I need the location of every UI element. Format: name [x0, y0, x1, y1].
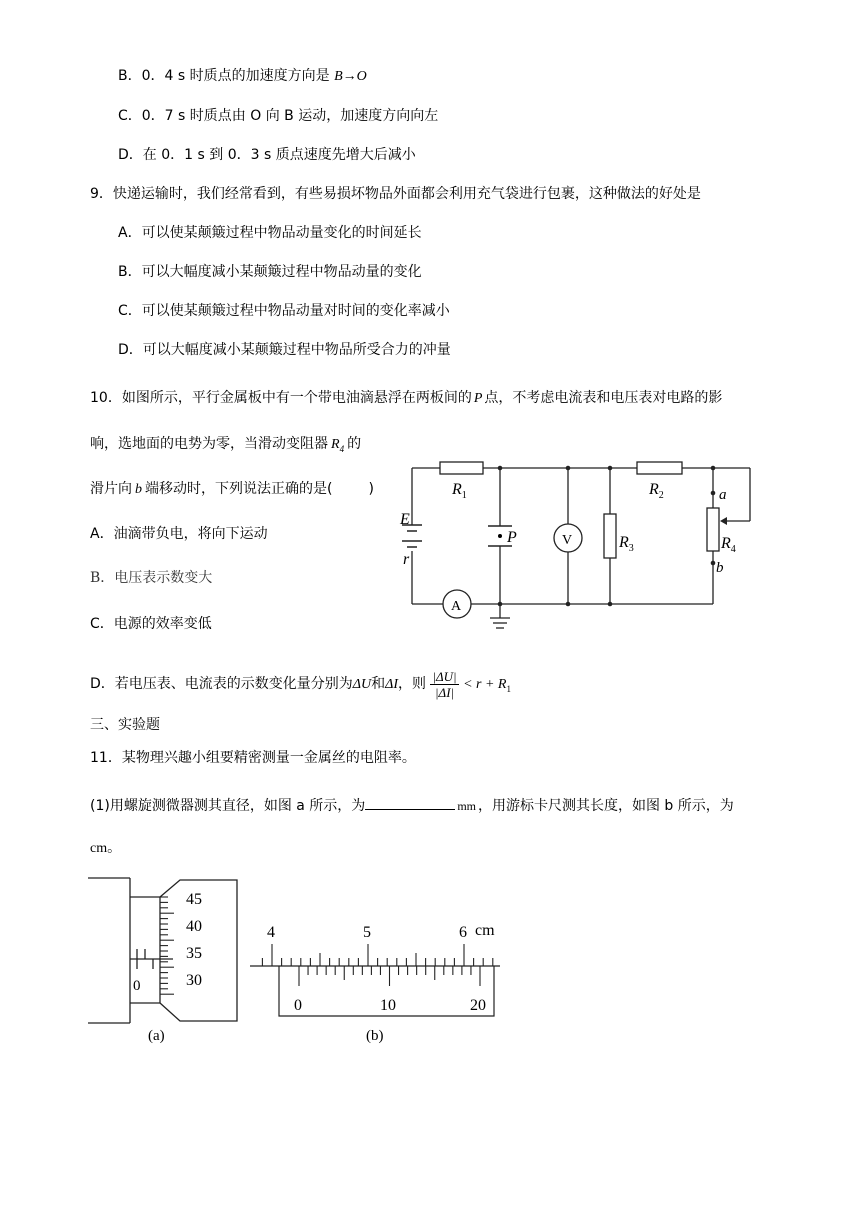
circuit-diagram — [390, 455, 770, 640]
q10-stem-line2 — [90, 434, 361, 459]
resistor-r3 — [604, 514, 616, 558]
caliper-vernier-10: 10 — [380, 997, 396, 1014]
q10-option-d — [90, 668, 511, 705]
q10-fraction-den: |ΔI| — [434, 684, 455, 700]
caliper-main-5: 5 — [363, 924, 371, 941]
q10-option-d-text: 和 — [371, 676, 386, 692]
q10-inequality-sub: 1 — [506, 683, 511, 694]
q11-part1-end: 。 — [107, 840, 122, 856]
caliper-main-4: 4 — [267, 924, 275, 941]
q11-part1 — [90, 795, 734, 816]
q10-option-a: A．油滴带负电，将向下运动 — [90, 526, 268, 542]
unit-cm: cm — [90, 841, 108, 856]
label-r4: $R_4$ — [721, 535, 736, 555]
q10-option-d-text: D．若电压表、电流表的示数变化量分别为 — [90, 676, 353, 692]
caption-b: (b) — [366, 1028, 384, 1044]
q10-fraction-num: |ΔU| — [432, 668, 457, 684]
label-v: V — [562, 533, 573, 548]
q10-end-b: b — [135, 482, 142, 497]
diameter-answer-blank[interactable] — [365, 795, 455, 810]
q11-part1-cont — [90, 838, 121, 859]
q10-inequality: < r + R — [463, 677, 507, 692]
micrometer-label-0: 0 — [133, 978, 141, 994]
q11-stem: 11．某物理兴趣小组要精密测量一金属丝的电阻率。 — [90, 750, 416, 766]
q9-option-c: C．可以使某颠簸过程中物品动量对时间的变化率减小 — [118, 303, 450, 319]
label-p: P — [507, 529, 517, 546]
q10-stem-text: 点，不考虑电流表和电压表对电路的影 — [484, 390, 723, 406]
caliper-vernier-0: 0 — [294, 997, 302, 1014]
q10-point-p: P — [473, 391, 483, 406]
micrometer-label-40: 40 — [186, 918, 202, 935]
slider-arrow-icon — [720, 517, 727, 525]
oil-drop — [498, 534, 502, 538]
q10-r4-sub: 4 — [339, 443, 345, 454]
caliper-main-6: 6 — [459, 924, 467, 941]
label-b: b — [716, 560, 724, 576]
label-r3: $R_3$ — [619, 534, 634, 554]
label-e: E — [400, 511, 410, 528]
ground-icon — [490, 618, 510, 628]
label-r: r — [403, 551, 410, 568]
q10-delta-i: ΔI — [385, 677, 398, 692]
caliper-figure — [245, 915, 510, 1045]
q9-option-a: A．可以使某颠簸过程中物品动量变化的时间延长 — [118, 225, 422, 241]
rheostat-r4 — [707, 508, 719, 551]
resistor-r2 — [637, 462, 682, 474]
q10-stem-text: 滑片向 — [90, 481, 132, 497]
q10-r4 — [331, 437, 344, 452]
q10-stem-line1 — [90, 388, 722, 409]
q9-option-b: B．可以大幅度减小某颠簸过程中物品动量的变化 — [118, 264, 422, 280]
micrometer-label-45: 45 — [186, 891, 202, 908]
q10-option-c: C．电源的效率变低 — [90, 616, 212, 632]
label-r2: $R_2$ — [649, 481, 664, 501]
q9-option-d: D．可以大幅度减小某颠簸过程中物品所受合力的冲量 — [118, 342, 451, 358]
caption-a: (a) — [148, 1028, 165, 1044]
q10-stem-text: 的 — [347, 436, 362, 452]
q8-option-b-math: B→O — [334, 69, 367, 84]
label-a: a — [719, 487, 727, 503]
caliper-vernier-20: 20 — [470, 997, 486, 1014]
q10-delta-u: ΔU — [352, 677, 372, 692]
q8-option-b — [118, 66, 367, 87]
q8-option-b-text: B．0．4 s 时质点的加速度方向是 — [118, 68, 330, 84]
q10-stem-text: 10．如图所示，平行金属板中有一个带电油滴悬浮在两板间的 — [90, 390, 472, 406]
battery-icon — [402, 525, 422, 547]
micrometer-figure — [85, 872, 245, 1047]
q10-fraction — [430, 669, 458, 700]
caliper-unit: cm — [475, 922, 495, 939]
q10-option-b: B．电压表示数变大 — [90, 570, 213, 586]
unit-mm: mm — [457, 799, 476, 813]
q11-part1-text: (1)用螺旋测微器测其直径，如图 a 所示，为 — [90, 798, 366, 814]
q8-option-c: C．0．7 s 时质点由 O 向 B 运动，加速度方向向左 — [118, 108, 439, 124]
label-r1: $R_1$ — [452, 481, 467, 501]
q10-stem-text: 响，选地面的电势为零，当滑动变阻器 — [90, 436, 328, 452]
q10-r4-symbol: R — [331, 437, 340, 452]
q8-option-d: D．在 0．1 s 到 0．3 s 质点速度先增大后减小 — [118, 147, 416, 163]
resistor-r1 — [440, 462, 483, 474]
q10-stem-line3 — [90, 479, 374, 500]
micrometer-label-35: 35 — [186, 945, 202, 962]
section-heading: 三、实验题 — [90, 717, 160, 733]
q9-stem: 9．快递运输时，我们经常看到，有些易损坏物品外面都会利用充气袋进行包裹，这种做法的好处是 — [90, 186, 701, 202]
q11-part1-text: ，用游标卡尺测其长度，如图 b 所示，为 — [477, 798, 734, 814]
label-a-meter: A — [451, 599, 462, 614]
q10-stem-paren: ) — [368, 481, 374, 497]
q10-stem-text: 端移动时，下列说法正确的是( — [145, 481, 333, 497]
micrometer-label-30: 30 — [186, 972, 202, 989]
q10-option-d-text: ，则 — [398, 676, 426, 692]
